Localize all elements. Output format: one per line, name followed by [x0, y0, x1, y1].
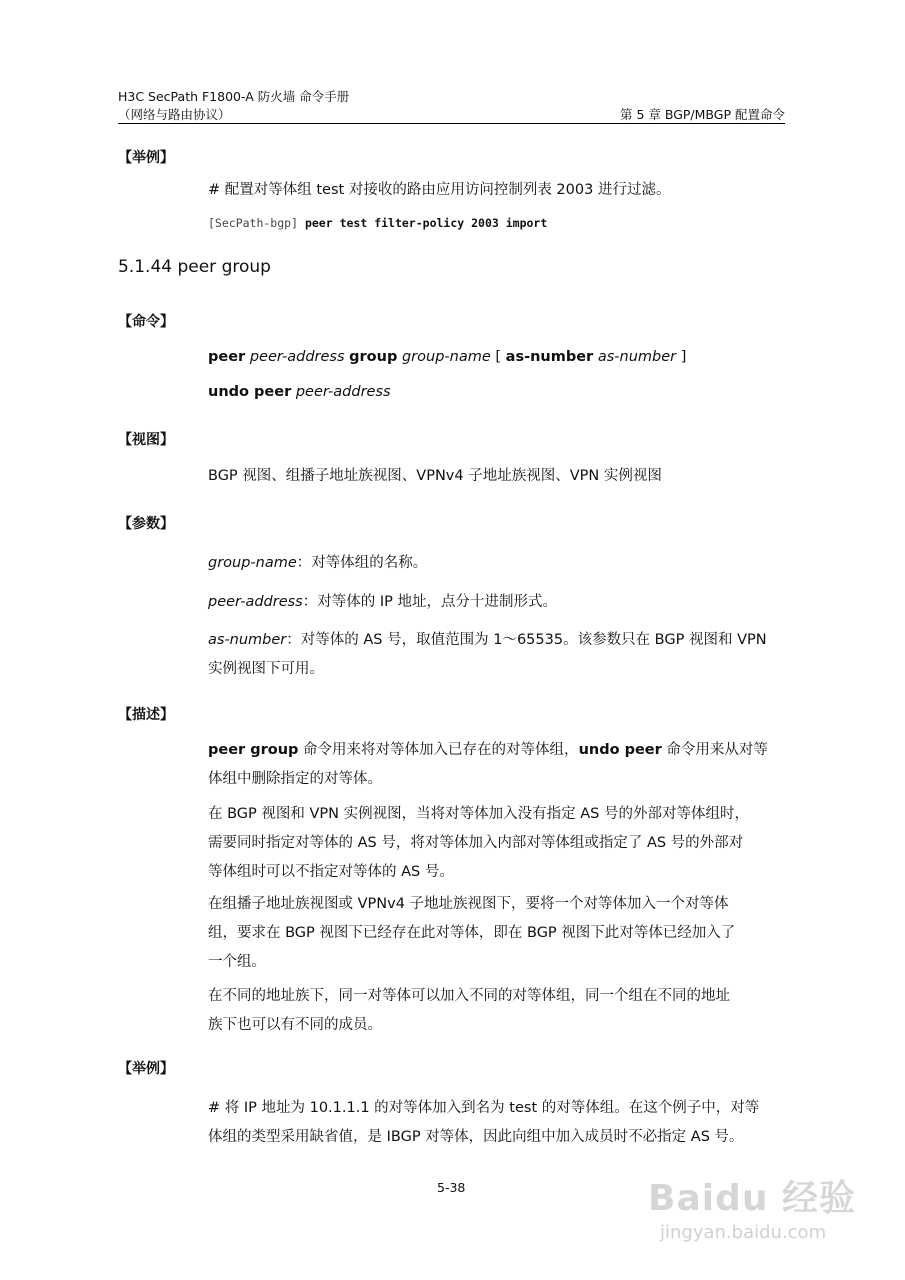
page-number: 5-38: [437, 1180, 466, 1195]
description-para-4: [208, 982, 786, 1040]
example2-desc: [208, 1094, 786, 1152]
cmd-keyword-group: group: [349, 349, 398, 365]
desc-keyword: undo peer: [578, 742, 662, 758]
example1-code: [208, 216, 547, 230]
example2-line: # 将 IP 地址为 10.1.1.1 的对等体加入到名为 test 的对等体组。在这个例子中，对等: [208, 1100, 760, 1116]
desc-text: 在组播子地址族视图或 VPNv4 子地址族视图下，要将一个对等体加入一个对等体: [208, 896, 729, 912]
params-heading: 【参数】: [118, 516, 174, 532]
cmd-arg-as-number: as-number: [597, 349, 677, 365]
header-title: H3C SecPath F1800-A 防火墙 命令手册: [118, 89, 350, 104]
command-heading: 【命令】: [118, 314, 174, 330]
baidu-watermark-url: jingyan.baidu.com: [660, 1222, 827, 1243]
desc-text: 在不同的地址族下，同一对等体可以加入不同的对等体组，同一个组在不同的地址: [208, 988, 730, 1004]
param-desc: ：对等体的 IP 地址，点分十进制形式。: [302, 594, 557, 610]
example1-heading: 【举例】: [118, 150, 174, 166]
param-group-name: [208, 549, 427, 578]
cmd-arg-peer-address: peer-address: [249, 349, 345, 365]
cmd-arg-peer-address-2: peer-address: [295, 384, 391, 400]
param-peer-address: [208, 588, 557, 617]
cmd-bracket-close: ]: [680, 349, 687, 365]
example1-desc: # 配置对等体组 test 对接收的路由应用访问控制列表 2003 进行过滤。: [208, 182, 671, 198]
description-para-2: [208, 800, 786, 887]
desc-text: 组，要求在 BGP 视图下已经存在此对等体，即在 BGP 视图下此对等体已经加入了: [208, 925, 736, 941]
desc-keyword: peer group: [208, 742, 299, 758]
command-line-1: [208, 343, 686, 372]
desc-text: 等体组时可以不指定对等体的 AS 号。: [208, 864, 454, 880]
code-command: peer test filter-policy 2003 import: [304, 216, 548, 230]
code-prompt: [SecPath-bgp]: [208, 216, 299, 230]
desc-text: 命令用来将对等体加入已存在的对等体组，: [298, 742, 579, 758]
cmd-keyword-as-number: as-number: [505, 349, 594, 365]
param-desc-cont: 实例视图下可用。: [208, 661, 324, 677]
cmd-bracket-open: [: [495, 349, 502, 365]
desc-text: 需要同时指定对等体的 AS 号，将对等体加入内部对等体组或指定了 AS 号的外部对: [208, 835, 744, 851]
param-name: as-number: [208, 632, 287, 648]
param-as-number: [208, 626, 786, 684]
view-heading: 【视图】: [118, 432, 174, 448]
param-name: group-name: [208, 555, 297, 571]
section-title: 5.1.44 peer group: [118, 257, 271, 277]
baidu-watermark-logo: Baidu 经验: [648, 1178, 857, 1219]
cmd-arg-group-name: group-name: [401, 349, 491, 365]
description-para-1: [208, 736, 786, 794]
header-subtitle: （网络与路由协议）: [118, 107, 231, 122]
view-text: BGP 视图、组播子地址族视图、VPNv4 子地址族视图、VPN 实例视图: [208, 468, 662, 484]
param-desc: ：对等体的 AS 号，取值范围为 1～65535。该参数只在 BGP 视图和 VPN: [286, 632, 767, 648]
desc-text: 族下也可以有不同的成员。: [208, 1017, 382, 1033]
description-para-3: [208, 890, 786, 977]
param-name: peer-address: [208, 594, 303, 610]
cmd-keyword-peer: peer: [208, 349, 246, 365]
header-chapter: 第 5 章 BGP/MBGP 配置命令: [619, 107, 785, 122]
cmd-keyword-undo-peer: undo peer: [208, 384, 292, 400]
desc-text: 命令用来从对等: [661, 742, 768, 758]
example2-heading: 【举例】: [118, 1061, 174, 1077]
command-line-2: [208, 378, 391, 407]
param-desc: ：对等体组的名称。: [296, 555, 428, 571]
example2-line: 体组的类型采用缺省值，是 IBGP 对等体，因此向组中加入成员时不必指定 AS 号。: [208, 1129, 744, 1145]
desc-text: 一个组。: [208, 954, 266, 970]
description-heading: 【描述】: [118, 707, 174, 723]
header-rule: [118, 123, 785, 124]
desc-text: 在 BGP 视图和 VPN 实例视图，当将对等体加入没有指定 AS 号的外部对等体组时，: [208, 806, 749, 822]
desc-text: 体组中删除指定的对等体。: [208, 771, 382, 787]
